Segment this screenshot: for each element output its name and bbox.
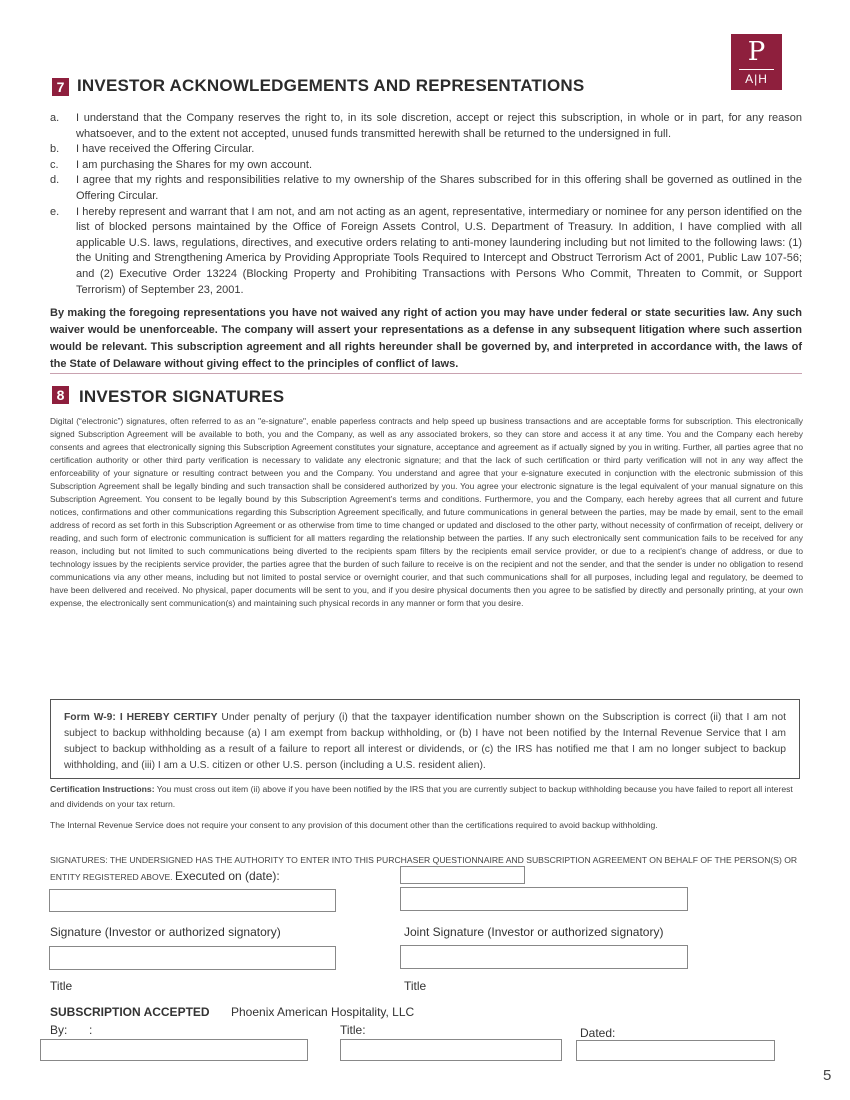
by-colon: : xyxy=(89,1023,93,1037)
page-number: 5 xyxy=(823,1067,832,1084)
esignature-paragraph: Digital (“electronic”) signatures, often referred to as an "e-signature", enable paperless contracts and help speed up business transactions and are acceptable forms for subscription. This electronically signed Subscription Agreement will be available to both, you and the Company, as well as any associated brokers, so they can store and access it at any time. You and the Company each hereby consents and agrees that electronically signing this Subscription Agreement constitutes your signature, acceptance and agreement as if actually signed by you in writing. Further, all parties agree that no certification authority or other third party verification is necessary to validate any electronic signature; and that the lack of such certification or third party verification will not in any way affect the enforceability of your signature or resulting contract between you and the Company. You understand and agree that your e-signature executed in conjunction with the electronic submission of this Subscription Agreement shall be legally binding and such transaction shall be considered authorized by you. You agree your electronic signature is the legal equivalent of your manual signature on this Subscription Agreement. You consent to be legally bound by this Subscription Agreement’s terms and conditions. Furthermore, you and the Company, each hereby agrees that all current and future notices, confirmations and other communications regarding this Subscription Agreement specifically, and future communications in general between the parties, may be made by email, sent to the email address of record as set forth in this Subscription Agreement or as otherwise from time to time changed or updated and disclosed to the other party, without necessity of confirmation of receipt, delivery or reading, and such form of electronic communication is sufficient for all matters regarding the relationship between the parties. If any such electronically sent communication fails to be received for any reason, including but not limited to such communications being diverted to the recipients spam filters by the recipients email service provider, or due to a recipient’s change of address, or due to technology issues by the recipients service provider, the parties agree that the burden of such failure to receive is on the recipient and not the sender, and that the sender is under no obligation to resend communications via any other means, including but not limited to postal service or overnight courier, and that such communications shall for all purposes, including legal and regulatory, be deemed to have been delivered and received. No physical, paper documents will be sent to you, and if you desire physical documents then you agree to be satisfied by directly and personally printing, at your own expense, the electronically sent communication(s) and maintaining such physical records in any manner or form that you desire. xyxy=(50,416,803,608)
joint-signature-field[interactable] xyxy=(400,887,688,911)
joint-title-label: Title xyxy=(404,979,427,993)
logo-letter: P xyxy=(747,37,766,67)
list-item: b. I have received the Offering Circular. xyxy=(50,143,255,156)
title-field[interactable] xyxy=(49,946,336,970)
accepted-title-field[interactable] xyxy=(340,1039,562,1061)
list-item: a. I understand that the Company reserves the right to, in its sole discretion, accept or reject this subscription, in whole or in part, for any reason whatsoever, and to the extent not accepted, unused funds transmitted herewith shall be returned to the undersigned in full. xyxy=(50,112,802,140)
by-label: By: xyxy=(50,1023,68,1037)
dated-label: Dated: xyxy=(580,1026,616,1040)
list-item: e. I hereby represent and warrant that I am not, and am not acting as an agent, representative, intermediary or nominee for any person identified on the list of blocked persons maintained by the Office of Foreign Assets Control, U.S. Department of Treasury. In addition, I have complied with all applicable U.S. laws, regulations, directives, and executive orders relating to anti-money laundering including but not limited to the following laws: (1) the Uniting and Strengthening America by Providing Appropriate Tools Required to Intercept and Obstruct Terrorism Act of 2001, Public Law 107-56; and (2) Executive Order 13224 (Blocking Property and Prohibiting Transactions with Persons Who Commit, Threaten to Commit, or Support Terrorism) of September 23, 2001. xyxy=(50,205,802,296)
joint-title-field[interactable] xyxy=(400,945,688,969)
certification-instructions: Certification Instructions: You must cross out item (ii) above if you have been notified by the IRS that you are currently subject to backup withholding because you have failed to report all interest and dividends on your tax return. xyxy=(50,784,793,809)
w9-certification-box xyxy=(50,699,800,779)
section-8-badge: 8 xyxy=(52,386,69,404)
waiver-paragraph: By making the foregoing representations you have not waived any right of action you may have under federal or state securities law. Any such waiver would be unenforceable. The company will assert your representations as a defense in any subsequent litigation where such assertion would be relevant. This subscription agreement and all rights hereunder shall be governed by, and interpreted in accordance with, the laws of the State of Delaware without giving effect to the principles of conflict of laws. xyxy=(50,307,802,370)
section-7-badge: 7 xyxy=(52,78,69,96)
w9-lead: Form W-9: I HEREBY CERTIFY xyxy=(64,712,218,723)
dated-field[interactable] xyxy=(576,1040,775,1061)
section-8-title: INVESTOR SIGNATURES xyxy=(79,387,285,406)
acknowledgement-list xyxy=(50,111,802,298)
company-name: Phoenix American Hospitality, LLC xyxy=(231,1005,415,1019)
logo-divider xyxy=(739,69,774,70)
section-divider xyxy=(50,373,802,374)
signatures-notice: SIGNATURES: THE UNDERSIGNED HAS THE AUTHORITY TO ENTER INTO THIS PURCHASER QUESTIONNAIRE AND SUBSCRIPTION AGREEMENT ON BEHALF OF THE PERSON(S) OR ENTITY REGISTERED ABOVE. Executed on (date): xyxy=(50,855,798,883)
joint-signature-label: Joint Signature (Investor or authorized signatory) xyxy=(404,925,664,939)
w9-text: Under penalty of perjury (i) that the taxpayer identification number shown on the Subscription is correct (ii) that I am not subject to backup withholding because (a) I am exempt from backup withholding, or (b) I have not been notified by the Internal Revenue Service that I am subject to backup withholding as a result of a failure to report all interest or dividends, or (c) the IRS has notified me that I am no longer subject to backup withholding, and (iii) I am a U.S. citizen or other U.S. person (including a U.S. resident alien). xyxy=(64,712,786,771)
signature-field[interactable] xyxy=(49,889,336,912)
acceptance-title-label: Title: xyxy=(340,1023,366,1037)
accepted-by-field[interactable] xyxy=(40,1039,308,1061)
signature-label: Signature (Investor or authorized signatory) xyxy=(50,925,281,939)
executed-date-field[interactable] xyxy=(400,866,525,884)
subscription-accepted-heading: SUBSCRIPTION ACCEPTED xyxy=(50,1005,210,1019)
title-label: Title xyxy=(50,979,73,993)
list-item: c. I am purchasing the Shares for my own account. xyxy=(50,158,313,171)
company-logo xyxy=(731,34,782,90)
logo-subtitle: A|H xyxy=(745,72,768,86)
list-item: d. I agree that my rights and responsibilities relative to my ownership of the Shares subscribed for in this offering shall be governed as outlined in the Offering Circular. xyxy=(50,174,802,202)
irs-note: The Internal Revenue Service does not require your consent to any provision of this document other than the certifications required to avoid backup withholding. xyxy=(50,820,658,830)
section-7-title: INVESTOR ACKNOWLEDGEMENTS AND REPRESENTATIONS xyxy=(77,76,585,95)
executed-on-label: Executed on (date): xyxy=(174,869,280,883)
